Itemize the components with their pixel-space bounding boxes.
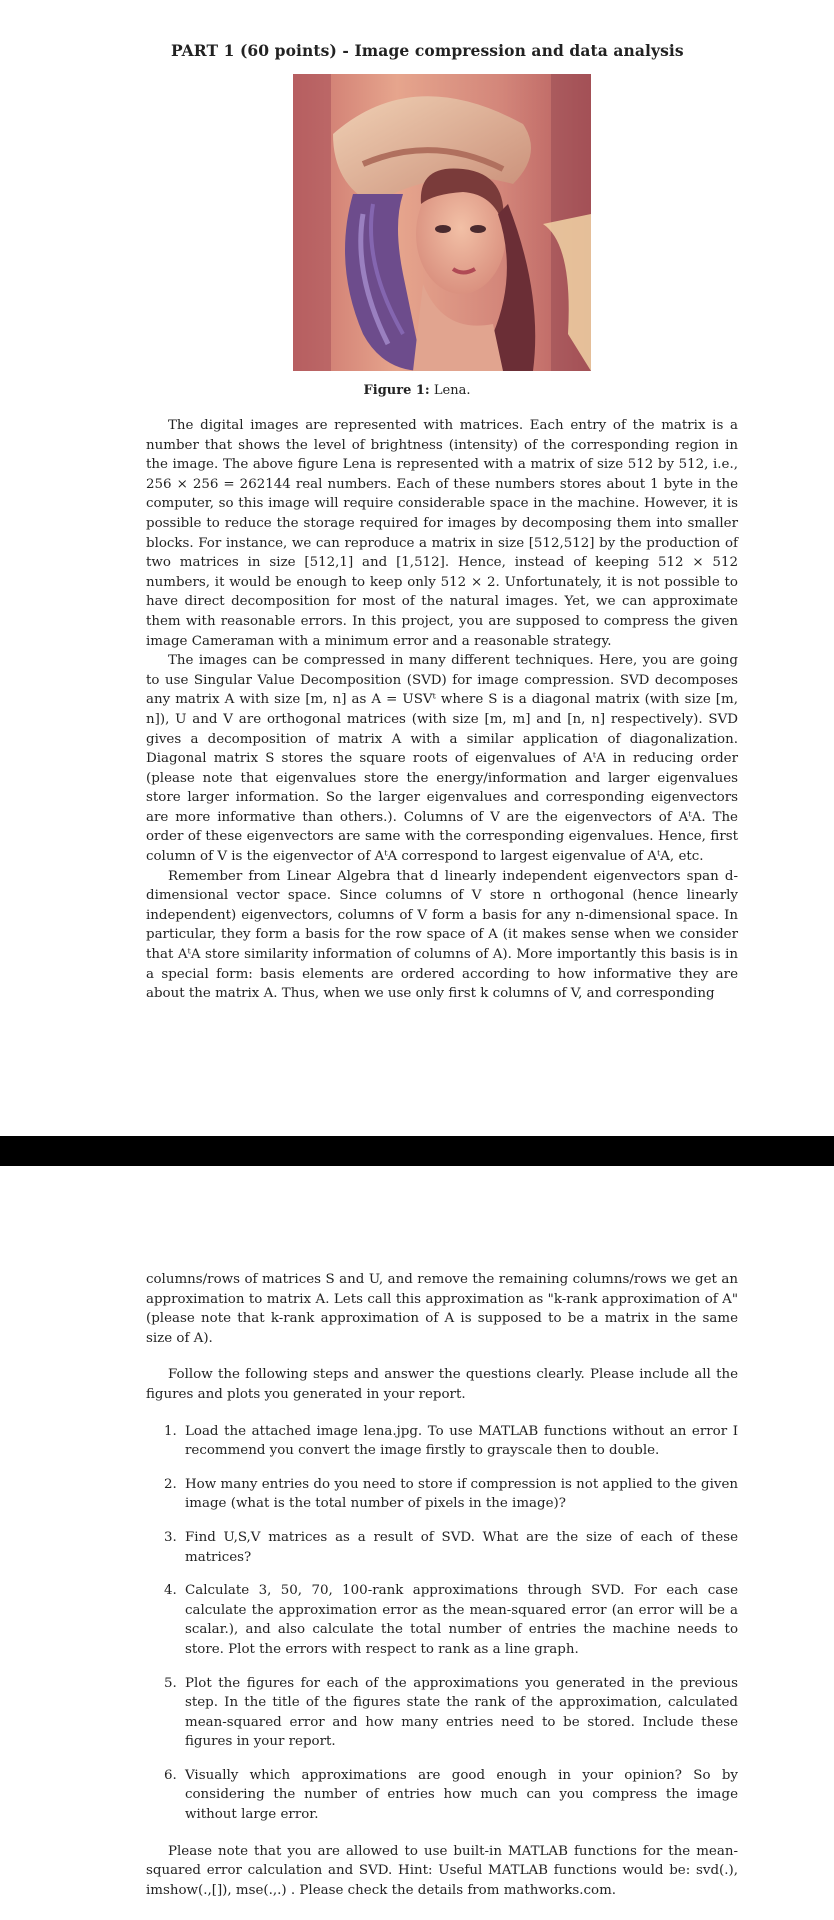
body-text-top <box>146 416 738 1004</box>
list-number: 3. <box>164 1529 177 1545</box>
list-text: Load the attached image lena.jpg. To use MATLAB functions without an error I recommend you convert the image firstly to grayscale then to double. <box>185 1423 738 1459</box>
list-item <box>146 1475 738 1514</box>
continuation-paragraph: columns/rows of matrices S and U, and remove the remaining columns/rows we get an approximation to matrix A. Lets call this approximation as "k-rank approximation of A" (please note that k-rank approximation of A is supposed to be a matrix in the same size of A). <box>146 1272 738 1346</box>
paragraph: The images can be compressed in many different techniques. Here, you are going to use Singular Value Decomposition (SVD) for image compression. SVD decomposes any matrix A with size [m, n] as A = USVᵗ where S is a diagonal matrix (with size [m, n]), U and V are orthogonal matrices (with size [m, m] and [n, n] respectively). SVD gives a decomposition of matrix A with a similar application of diagonalization. Diagonal matrix S stores the square roots of eigenvalues of AᵗA in reducing order (please note that eigenvalues store the energy/information and larger eigenvalues store larger information. So the larger eigenvalues and corresponding eigenvectors are more informative than others.). Columns of V are the eigenvectors of AᵗA. The order of these eigenvectors are same with the corresponding eigenvalues. Hence, first column of V is the eigenvector of AᵗA correspond to largest eigenvalue of AᵗA, etc. <box>146 653 738 865</box>
list-item <box>146 1422 738 1461</box>
note-paragraph: Please note that you are allowed to use built-in MATLAB functions for the mean-squared error calculation and SVD. Hint: Useful MATLAB functions would be: svd(.), imshow(.,[]), mse(.,.) . Please check the details from mathworks.com. <box>146 1843 738 1898</box>
list-number: 2. <box>164 1476 177 1492</box>
paragraph: Remember from Linear Algebra that d linearly independent eigenvectors span d-dimensional vector space. Since columns of V store n orthogonal (hence linearly independent) eigenvectors, columns of V form a basis for any n-dimensional space. In particular, they form a basis for the row space of A (it makes sense when we consider that AᵗA store similarity information of columns of A). More importantly this basis is in a special form: basis elements are ordered according to how informative they are about the matrix A. Thus, when we use only first k columns of V, and corresponding <box>146 868 738 1002</box>
list-text: Visually which approximations are good enough in your opinion? So by considering the number of entries how much can you compress the image without large error. <box>185 1767 738 1823</box>
list-item <box>146 1528 738 1567</box>
steps-list <box>146 1422 738 1825</box>
list-number: 5. <box>164 1675 177 1691</box>
page-heading: PART 1 (60 points) - Image compression and data analysis <box>171 41 684 60</box>
instructions-paragraph: Follow the following steps and answer the questions clearly. Please include all the figures and plots you generated in your report. <box>146 1367 738 1402</box>
list-text: Calculate 3, 50, 70, 100-rank approximations through SVD. For each case calculate the approximation error as the mean-squared error (an error will be a scalar.), and also calculate the total number of entries the machine needs to store. Plot the errors with respect to rank as a line graph. <box>185 1583 738 1657</box>
list-item <box>146 1674 738 1752</box>
list-number: 4. <box>164 1583 177 1599</box>
list-item <box>146 1766 738 1825</box>
figure-caption <box>0 382 834 400</box>
list-text: Find U,S,V matrices as a result of SVD. What are the size of each of these matrices? <box>185 1529 738 1565</box>
lena-image <box>293 74 591 371</box>
list-item <box>146 1581 738 1659</box>
paragraph: The digital images are represented with matrices. Each entry of the matrix is a number that shows the level of brightness (intensity) of the corresponding region in the image. The above figure Lena is represented with a matrix of size 512 by 512, i.e., 256 × 256 = 262144 real numbers. Each of these numbers stores about 1 byte in the computer, so this image will require considerable space in the machine. However, it is possible to reduce the storage required for images by decomposing them into smaller blocks. For instance, we can reproduce a matrix in size [512,512] by the production of two matrices in size [512,1] and [1,512]. Hence, instead of keeping 512 × 512 numbers, it would be enough to keep only 512 × 2. Unfortunately, it is not possible to have direct decomposition for most of the natural images. Yet, we can approximate them with reasonable errors. In this project, you are supposed to compress the given image Cameraman with a minimum error and a reasonable strategy. <box>146 418 738 649</box>
figure-text: Lena. <box>433 383 471 398</box>
body-text-bottom <box>146 1270 738 1900</box>
list-number: 6. <box>164 1767 177 1783</box>
figure-label: Figure 1: <box>363 383 430 398</box>
page-divider-bar <box>0 1136 834 1166</box>
list-text: How many entries do you need to store if compression is not applied to the given image (what is the total number of pixels in the image)? <box>185 1476 738 1512</box>
list-number: 1. <box>164 1423 177 1439</box>
list-text: Plot the figures for each of the approximations you generated in the previous step. In the title of the figures state the rank of the approximation, calculated mean-squared error and how many entries need to be stored. Include these figures in your report. <box>185 1675 738 1750</box>
